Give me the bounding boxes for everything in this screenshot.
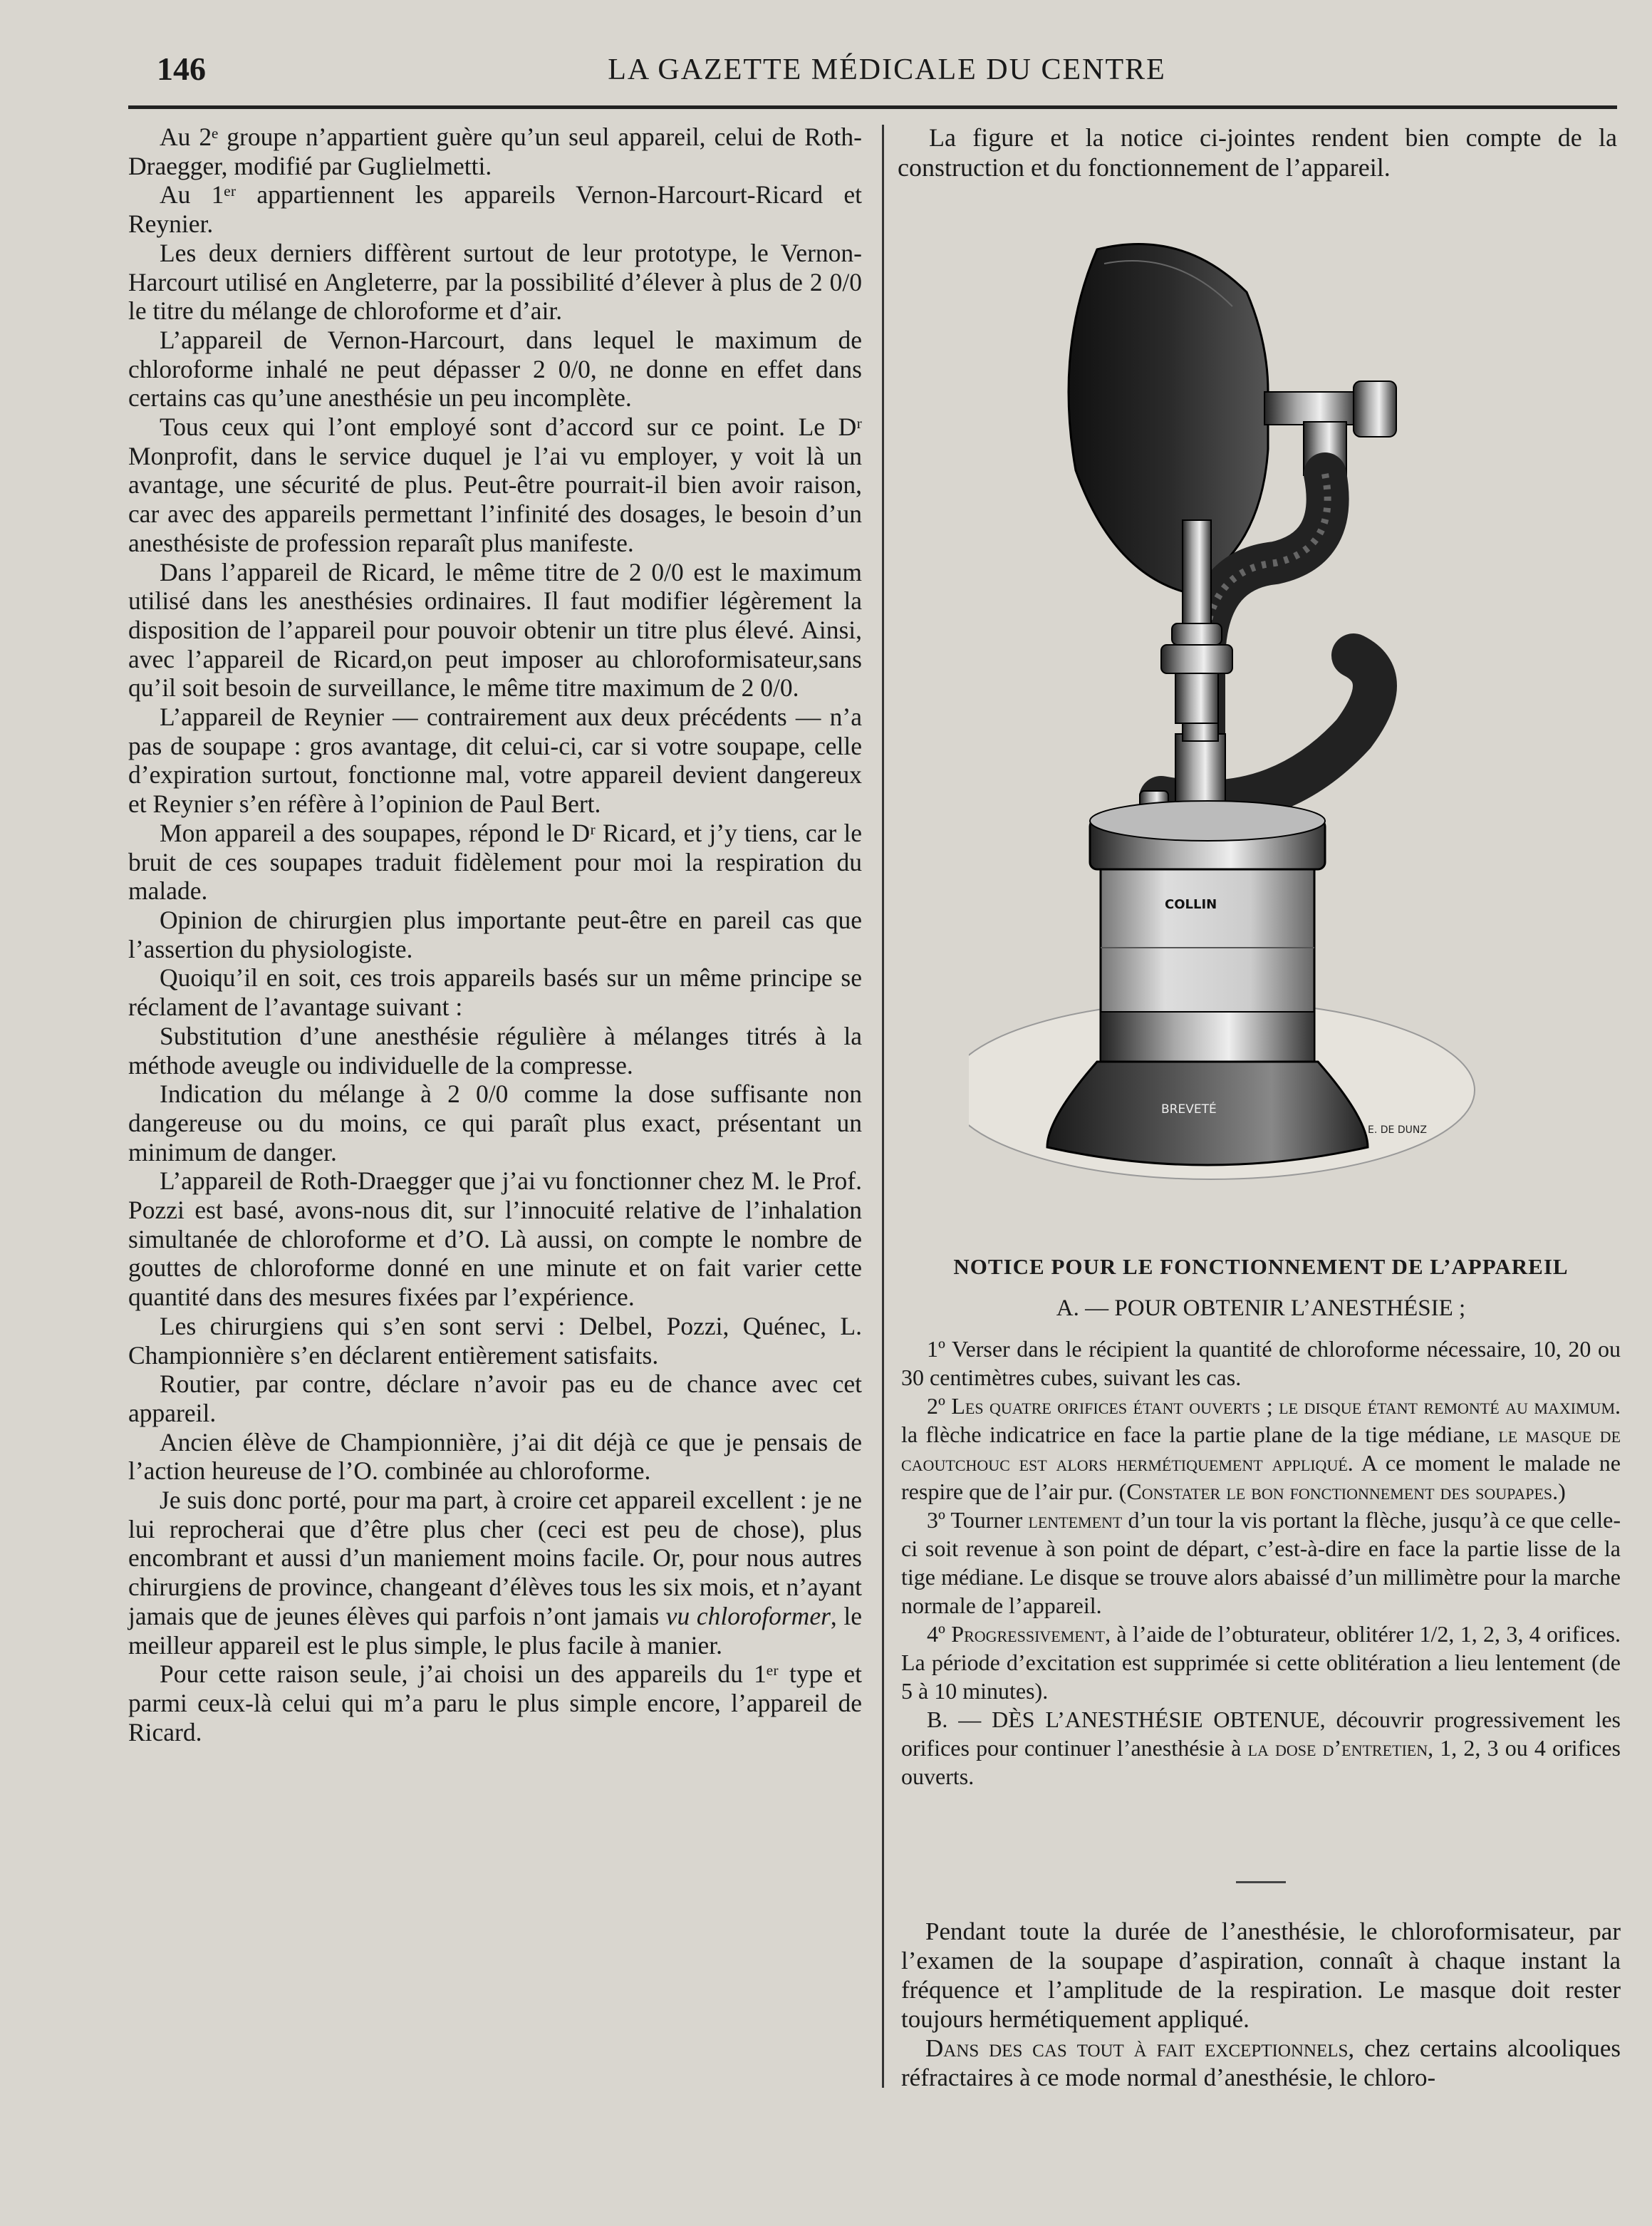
step-text: A ce moment le malade ne respire que de l’air pur. ( [901, 1450, 1621, 1504]
apparatus-illustration [969, 235, 1539, 1204]
paragraph: Pour cette raison seule, j’ai choisi un des appareils du 1ᵉʳ type et parmi ceux-là celui qui m’a paru le plus simple encore, l’appareil de Ricard. [128, 1660, 862, 1746]
paragraph: L’appareil de Roth-Draegger que j’ai vu fonctionner chez M. le Prof. Pozzi est basé, avons-nous dit, sur l’innocuité relative de l’inhalation simultanée de chloroforme et d’O. Là aussi, on compte le nombre de gouttes de chloroforme donné en une minute et on fait varier cette quantité dans des mesures fixées par l’expérience. [128, 1166, 862, 1312]
paragraph: Tous ceux qui l’ont employé sont d’accord sur ce point. Le Dʳ Monprofit, dans le service duquel je l’ai vu employer, y voit là un avantage, une sécurité de plus. Peut-être pourrait-il bien avoir raison, car avec des appareils permettant l’infinité des dosages, le besoin d’un anesthésiste de profession reparaît plus manifeste. [128, 413, 862, 557]
journal-title: LA GAZETTE MÉDICALE DU CENTRE [608, 53, 1166, 86]
step-text: la flèche indicatrice en face la partie plane de la tige médiane, [901, 1422, 1499, 1447]
paragraph: Au 2ᵉ groupe n’appartient guère qu’un seul appareil, celui de Roth-Draegger, modifié par Guglielmetti. [128, 123, 862, 180]
paragraph: Quoiqu’il en soit, ces trois appareils basés sur un même principe se réclament de l’avantage suivant : [128, 963, 862, 1022]
step-text: B. — DÈS L’ANESTHÉSIE OBTENUE, découvrir progressivement les orifices pour continuer l’anesthésie à [901, 1707, 1621, 1761]
notice-step-3 [901, 1506, 1621, 1620]
notice-subtitle: A. — POUR OBTENIR L’ANESTHÉSIE ; [1056, 1295, 1466, 1321]
paragraph [901, 2034, 1621, 2092]
label-engraver: E. DE DUNZ [1368, 1124, 1427, 1136]
paragraph [128, 1486, 862, 1660]
paragraph: Les deux derniers diffèrent surtout de leur prototype, le Vernon-Harcourt utilisé en Angleterre, par la possibilité d’élever à plus de 2 0/0 le titre du mélange de chloroforme et d’air. [128, 238, 862, 326]
paragraph-smallcaps: Dans des cas tout à fait exceptionnels, [925, 2034, 1355, 2062]
right-column-closing [901, 1917, 1621, 2092]
label-brevete: BREVETÉ [1161, 1102, 1217, 1117]
paragraph-text: Je suis donc porté, pour ma part, à croire cet appareil excellent : je ne lui reprocherai que d’être plus cher (ceci est peu de chose), plus encombrant et aussi d’un maniement moins facile. Or, pour nous autres chirurgiens de province, changeant d’élèves tous les six mois, et n’ayant jamais que de jeunes élèves qui parfois n’ont jamais [128, 1486, 862, 1630]
label-collin: COLLIN [1165, 897, 1217, 912]
column-rule [882, 125, 884, 2088]
step-smallcaps: Constater le bon fonctionnement des soupapes. [1126, 1479, 1559, 1504]
notice-step-b [901, 1705, 1621, 1791]
paragraph: L’appareil de Reynier — contrairement aux deux précédents — n’a pas de soupape : gros avantage, dit celui-ci, car si votre soupape, celle d’expiration surtout, fonctionne mal, votre appareil devient dangereux et Reynier s’en réfère à l’opinion de Paul Bert. [128, 703, 862, 819]
step-smallcaps: Progressivement, [951, 1621, 1111, 1647]
paragraph: Substitution d’une anesthésie régulière à mélanges titrés à la méthode aveugle ou individuelle de la compresse. [128, 1021, 862, 1080]
paragraph: Routier, par contre, déclare n’avoir pas eu de chance avec cet appareil. [128, 1370, 862, 1427]
step-text: 3º Tourner [927, 1507, 1029, 1533]
paragraph: L’appareil de Vernon-Harcourt, dans lequel le maximum de chloroforme inhalé ne peut dépasser 2 0/0, ne donne en effet dans certains cas qu’une anesthésie un peu incomplète. [128, 325, 862, 413]
step-text: 2º [927, 1393, 952, 1419]
step-text: 4º [927, 1621, 952, 1647]
step-smallcaps: lentement [1028, 1507, 1123, 1533]
paragraph: Les chirurgiens qui s’en sont servi : Delbel, Pozzi, Quénec, L. Championnière s’en déclarent entièrement satisfaits. [128, 1311, 862, 1370]
page-number: 146 [157, 51, 206, 87]
paragraph: Au 1ᵉʳ appartiennent les appareils Vernon-Harcourt-Ricard et Reynier. [128, 180, 862, 239]
notice-step-1: 1º Verser dans le récipient la quantité de chloroforme nécessaire, 10, 20 ou 30 centimètres cubes, suivant les cas. [901, 1336, 1621, 1390]
paragraph-text: chez certains alcooliques réfractaires à ce mode normal d’anesthésie, le chloro- [901, 2034, 1621, 2091]
paragraph: La figure et la notice ci-jointes rendent bien compte de la construction et du fonctionnement de l’appareil. [898, 123, 1617, 182]
paragraph: Pendant toute la durée de l’anesthésie, le chloroformisateur, par l’examen de la soupape d’aspiration, connaît à chaque instant la fréquence et l’amplitude de la respiration. Le masque doit rester toujours hermétiquement appliqué. [901, 1917, 1621, 2033]
paragraph: Dans l’appareil de Ricard, le même titre de 2 0/0 est le maximum utilisé dans les anesthésies ordinaires. Il faut modifier légèrement la disposition de l’appareil pour pouvoir obtenir un titre plus élevé. Ainsi, avec l’appareil de Ricard,on peut imposer au chloroformisateur,sans qu’il soit besoin de surveillance, le même titre maximum de 2 0/0. [128, 557, 862, 703]
step-smallcaps: la dose d’entretien, [1247, 1735, 1434, 1761]
paragraph: Ancien élève de Championnière, j’ai dit déjà ce que je pensais de l’action heureuse de l’O. combinée au chloroforme. [128, 1427, 862, 1486]
left-column [128, 123, 862, 1746]
notice-title: NOTICE POUR LE FONCTIONNEMENT DE L’APPAREIL [953, 1254, 1569, 1279]
paragraph: Mon appareil a des soupapes, répond le Dʳ Ricard, et j’y tiens, car le bruit de ces soupapes traduit fidèlement pour moi la respiration du malade. [128, 818, 862, 906]
italic-phrase: vu chloroformer [665, 1601, 831, 1630]
step-text: ) [1558, 1479, 1566, 1504]
header-rule [128, 105, 1617, 109]
right-column-intro [898, 123, 1617, 182]
step-text: 1, 2, 3 ou 4 orifices ouverts. [901, 1735, 1621, 1789]
chloroform-apparatus-figure [969, 235, 1539, 1204]
paragraph-text: , le meilleur appareil est le plus simple, le plus facile à manier. [128, 1601, 863, 1660]
step-smallcaps: Les quatre orifices étant ouverts ; le disque étant remonté au maximum. [951, 1393, 1621, 1419]
step-text: d’un tour la vis portant la flèche, jusqu’à ce que celle-ci soit revenue à son point de départ, c’est-à-dire en face la partie lisse de la tige médiane. Le disque se trouve alors abaissé d’un millimètre pour la marche normale de l’appareil. [901, 1507, 1621, 1618]
paragraph: Opinion de chirurgien plus importante peut-être en pareil cas que l’assertion du physiologiste. [128, 905, 862, 963]
notice-step-4 [901, 1620, 1621, 1705]
page-header [157, 50, 1617, 100]
step-text: à l’aide de l’obturateur, oblitérer 1/2, 1, 2, 3, 4 orifices. La période d’excitation est supprimée si cette oblitération a lieu lentement (de 5 à 10 minutes). [901, 1621, 1621, 1704]
notice-step-2 [901, 1392, 1621, 1506]
section-divider [1236, 1881, 1286, 1883]
notice-section [901, 1254, 1621, 1791]
paragraph: Indication du mélange à 2 0/0 comme la dose suffisante non dangereuse ou du moins, ce qui paraît plus exact, présentant un minimum de danger. [128, 1080, 862, 1166]
step-smallcaps: le masque de caoutchouc est alors hermétiquement appliqué. [901, 1422, 1621, 1476]
